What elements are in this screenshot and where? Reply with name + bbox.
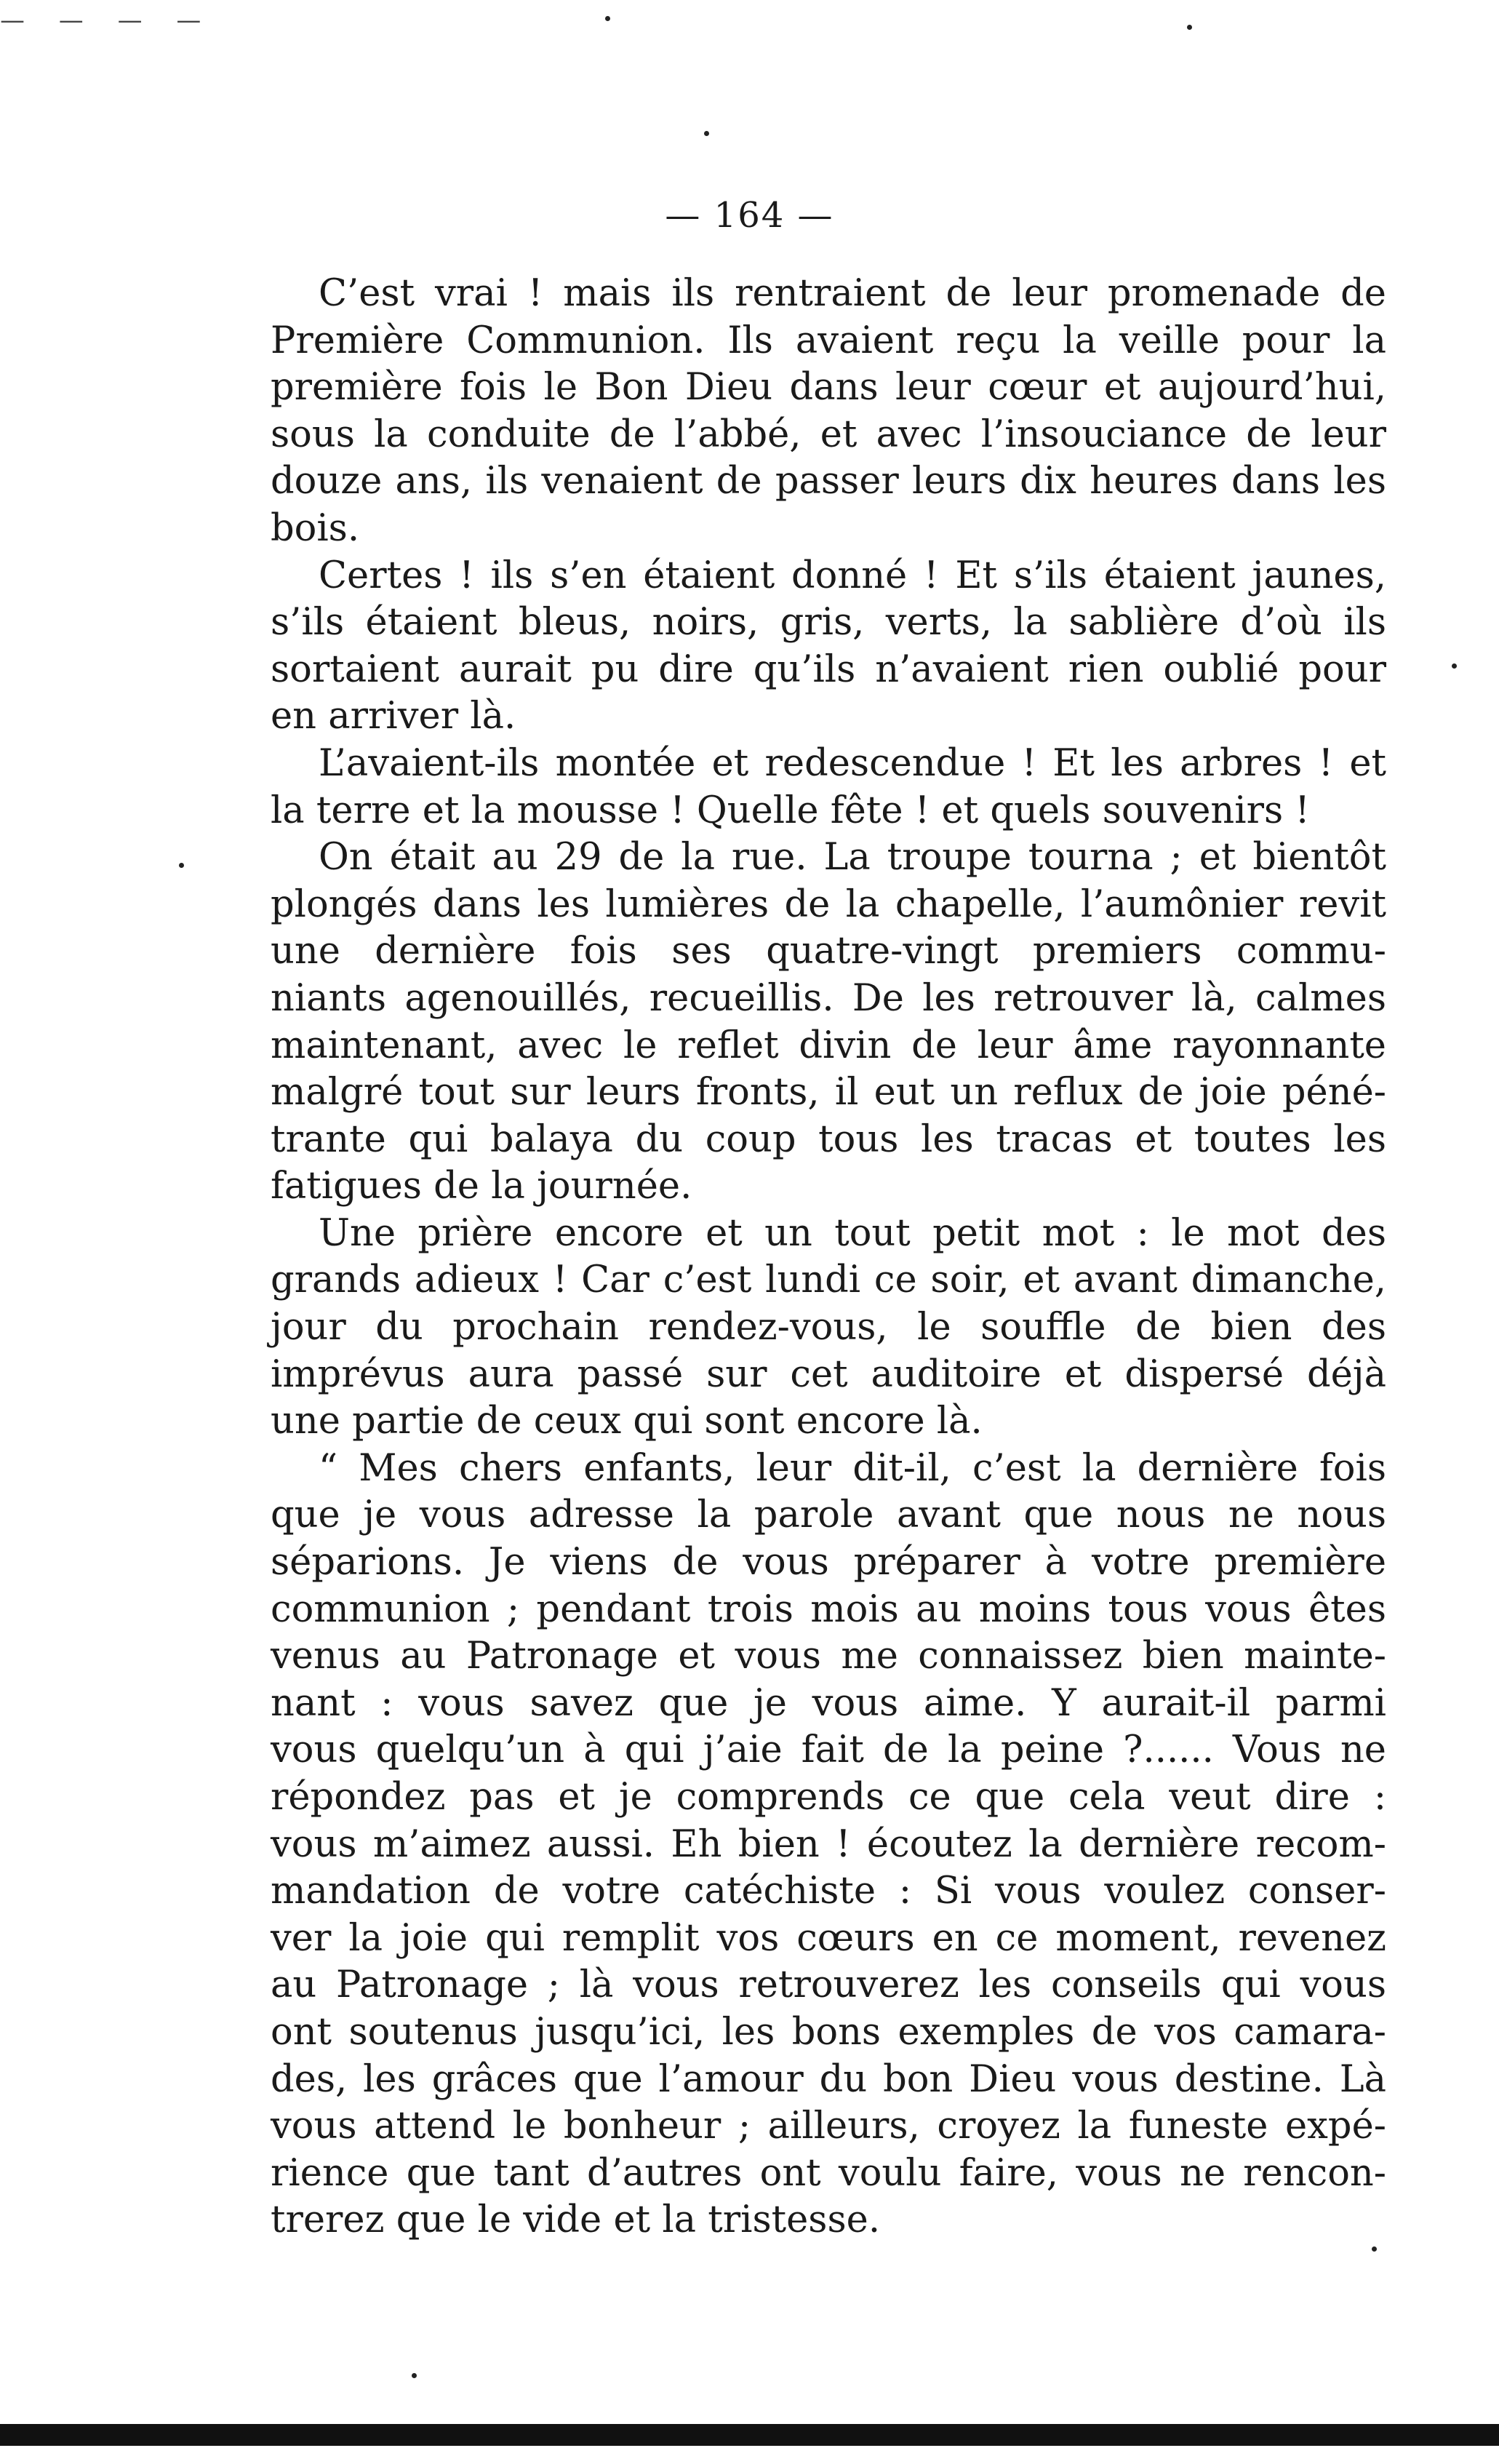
text-line: des, les grâces que l’amour du bon Dieu vous destine. Là (271, 2057, 1386, 2101)
top-edge-marks: — — — — (0, 6, 215, 35)
text-line: niants agenouillés, recueillis. De les retrouver là, calmes (271, 976, 1386, 1020)
text-line: Une prière encore et un tout petit mot : le mot des (319, 1211, 1386, 1255)
text-line: plongés dans les lumières de la chapelle, l’aumônier revit (271, 882, 1386, 926)
text-line: ver la joie qui remplit vos cœurs en ce moment, revenez (271, 1916, 1386, 1960)
body-text (271, 271, 1386, 2244)
text-line: On était au 29 de la rue. La troupe tourna ; et bientôt (319, 836, 1386, 880)
text-line: Première Communion. Ils avaient reçu la veille pour la (271, 319, 1386, 362)
text-line: ont soutenus jusqu’ici, les bons exemples de vos camara- (271, 2010, 1386, 2054)
text-line: mandation de votre catéchiste : Si vous voulez conser- (271, 1870, 1386, 1913)
text-line: une partie de ceux qui sont encore là. (271, 1400, 983, 1443)
text-line: trerez que le vide et la tristesse. (271, 2198, 881, 2242)
text-line: communion ; pendant trois mois au moins tous vous êtes (271, 1587, 1386, 1631)
page-number: — 164 — (665, 195, 834, 236)
text-line: vous quelqu’un à qui j’aie fait de la peine ?...... Vous ne (271, 1729, 1386, 1772)
text-line: que je vous adresse la parole avant que nous ne nous (271, 1494, 1386, 1537)
text-line: répondez pas et je comprends ce que cela veut dire : (271, 1776, 1386, 1819)
text-line: s’ils étaient bleus, noirs, gris, verts, la sablière d’où ils (271, 601, 1386, 645)
text-line: sous la conduite de l’abbé, et avec l’insouciance de leur (271, 412, 1386, 456)
text-line: Certes ! ils s’en étaient donné ! Et s’ils étaient jaunes, (319, 554, 1386, 597)
text-line: maintenant, avec le reflet divin de leur âme rayonnante (271, 1024, 1386, 1067)
text-line: bois. (271, 506, 360, 550)
ink-speck (412, 2373, 417, 2378)
text-line: malgré tout sur leurs fronts, il eut un reflux de joie péné- (271, 1071, 1386, 1115)
text-line: C’est vrai ! mais ils rentraient de leur promenade de (319, 272, 1386, 315)
text-line: vous m’aimez aussi. Eh bien ! écoutez la dernière recom- (271, 1822, 1386, 1866)
text-line: vous attend le bonheur ; ailleurs, croyez la funeste expé- (271, 2105, 1386, 2148)
ink-speck (1372, 2246, 1377, 2252)
ink-speck (1187, 25, 1192, 30)
text-line: venus au Patronage et vous me connaissez bien mainte- (271, 1635, 1386, 1678)
text-line: sortaient aurait pu dire qu’ils n’avaient rien oublié pour (271, 647, 1386, 691)
text-line: L’avaient-ils montée et redescendue ! Et les arbres ! et (319, 741, 1386, 785)
text-line: imprévus aura passé sur cet auditoire et dispersé déjà (271, 1352, 1386, 1396)
text-line: jour du prochain rendez-vous, le souffle de bien des (271, 1306, 1386, 1349)
text-line: grands adieux ! Car c’est lundi ce soir, et avant dimanche, (271, 1259, 1386, 1302)
bottom-scan-edge (0, 2424, 1499, 2446)
text-line: séparions. Je viens de vous préparer à votre première (271, 1541, 1386, 1584)
text-line: au Patronage ; là vous retrouverez les conseils qui vous (271, 1963, 1386, 2007)
text-line: “ Mes chers enfants, leur dit-il, c’est la dernière fois (319, 1446, 1386, 1490)
text-line: la terre et la mousse ! Quelle fête ! et quels souvenirs ! (271, 789, 1310, 832)
text-line: en arriver là. (271, 695, 516, 738)
ink-speck (605, 16, 610, 21)
text-line: trante qui balaya du coup tous les tracas et toutes les (271, 1117, 1386, 1161)
text-line: une dernière fois ses quatre-vingt premiers commu- (271, 930, 1386, 973)
text-line: fatigues de la journée. (271, 1165, 692, 1208)
text-line: nant : vous savez que je vous aime. Y aurait-il parmi (271, 1681, 1386, 1725)
text-line: douze ans, ils venaient de passer leurs dix heures dans les (271, 460, 1386, 503)
ink-speck (179, 863, 184, 868)
ink-speck (1452, 663, 1457, 669)
text-line: rience que tant d’autres ont voulu faire, vous ne rencon- (271, 2151, 1386, 2195)
text-line: première fois le Bon Dieu dans leur cœur et aujourd’hui, (271, 366, 1386, 410)
ink-speck (704, 131, 709, 136)
